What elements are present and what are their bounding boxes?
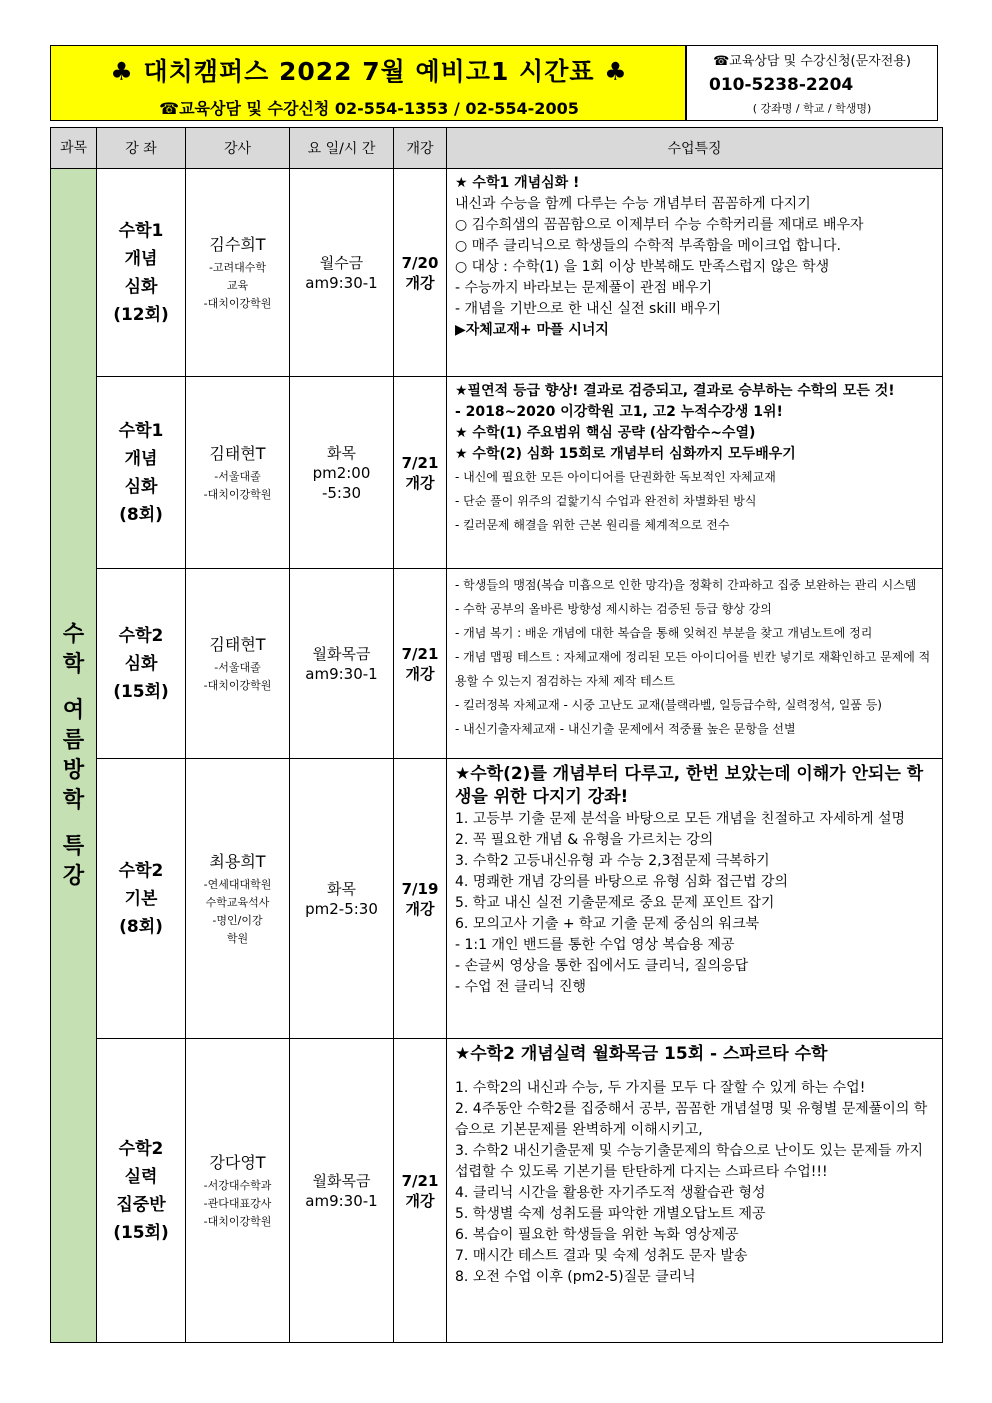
teacher-info: -서강대수학과 (203, 1179, 272, 1192)
teacher-info: -대치이강학원 (203, 488, 272, 501)
teacher-info: -대치이강학원 (203, 1215, 272, 1228)
subject-char: 수 (62, 621, 85, 647)
feature-line: - 1:1 개인 밴드를 통한 수업 영상 복습용 제공 (455, 937, 735, 953)
course-line: 수학2 (118, 1138, 164, 1159)
feature-line: 5. 학생별 숙제 성취도를 파악한 개별오답노트 제공 (455, 1206, 766, 1222)
features-cell (447, 1039, 943, 1343)
feature-line: 내신과 수능을 함께 다루는 수능 개념부터 꼼꼼하게 다지기 (455, 196, 811, 212)
features-cell (447, 377, 943, 569)
teacher-name: 김태현T (209, 635, 266, 654)
teacher-cell (186, 1039, 290, 1343)
time-line: 월화목금 (312, 1171, 371, 1190)
open-line: 개강 (405, 1191, 435, 1210)
course-cell (97, 377, 186, 569)
open-line: 개강 (405, 899, 435, 918)
feature-line: - 수능까지 바라보는 문제풀이 관점 배우기 (455, 280, 713, 296)
feature-line: - 개념 맵핑 테스트 : 자체교재에 정리된 모든 아이디어를 빈칸 넣기로 재확인하고 문제에 적용할 수 있는지 점검하는 자체 제작 테스트 (455, 650, 931, 688)
time-line: pm2:00 (312, 463, 371, 482)
feature-line (455, 1066, 934, 1078)
subject-char: 강 (62, 863, 85, 889)
course-cell (97, 169, 186, 377)
teacher-info: -서울대졸 (214, 470, 261, 483)
contact-phone[interactable]: 010-5238-2204 (709, 75, 854, 95)
course-line: 수학1 (118, 220, 164, 241)
teacher-info: -대치이강학원 (203, 297, 272, 310)
open-line: 7/20 (401, 253, 439, 272)
feature-line: 8. 오전 수업 이후 (pm2-5)질문 클리닉 (455, 1269, 696, 1285)
feature-line: - 수학 공부의 올바른 방향성 제시하는 검증된 등급 향상 강의 (455, 602, 772, 616)
open-line: 개강 (405, 273, 435, 292)
schedule-table (50, 127, 943, 1343)
feature-line: - 킬러정복 자체교재 - 시중 고난도 교재(블랙라벨, 일등급수학, 실력정석, 일품 등) (455, 698, 882, 712)
time-line: am9:30-1 (305, 1191, 378, 1210)
open-date-cell (394, 569, 447, 759)
open-date-cell (394, 377, 447, 569)
subject-char: 특 (62, 833, 85, 859)
subject-char: 방 (62, 757, 85, 783)
course-line: 수학1 (118, 420, 164, 441)
teacher-name: 강다영T (209, 1153, 266, 1172)
col-header-time: 요 일/시 간 (290, 128, 394, 169)
teacher-info: -연세대대학원 (203, 878, 272, 891)
teacher-info: -명인/이강 (212, 914, 263, 927)
course-line: 심화 (124, 653, 158, 674)
teacher-cell (186, 759, 290, 1039)
feature-line: ○ 매주 클리닉으로 학생들의 수학적 부족함을 메이크업 합니다. (455, 238, 841, 254)
time-line: 화목 (327, 443, 356, 462)
feature-line: - 단순 풀이 위주의 겉핥기식 수업과 완전히 차별화된 방식 (455, 494, 757, 508)
course-line: (8회) (119, 916, 163, 937)
feature-line: ★ 수학(2) 심화 15회로 개념부터 심화까지 모두배우기 (455, 446, 796, 462)
subject-char: 여 (62, 697, 85, 723)
feature-line: ★ 수학1 개념심화 ! (455, 175, 580, 191)
teacher-info: 수학교육석사 (205, 896, 270, 909)
course-line: (15회) (113, 1222, 169, 1243)
time-line: 월화목금 (312, 644, 371, 663)
time-cell (290, 759, 394, 1039)
contact-label: ☎교육상담 및 수강신청(문자전용) (713, 54, 911, 69)
course-line: 실력 (124, 1166, 158, 1187)
title-banner (50, 45, 686, 121)
teacher-name: 김태현T (209, 444, 266, 463)
feature-line: - 킬러문제 해결을 위한 근본 원리를 체계적으로 전수 (455, 518, 730, 532)
contact-note: ( 강좌명 / 학교 / 학생명) (752, 102, 872, 115)
open-date-cell (394, 1039, 447, 1343)
teacher-info: -고려대수학 (208, 261, 267, 274)
table-row (51, 759, 943, 1039)
features-cell (447, 169, 943, 377)
feature-line: 4. 명쾌한 개념 강의를 바탕으로 유형 심화 접근법 강의 (455, 874, 788, 890)
feature-line: - 학생들의 맹점(복습 미흡으로 인한 망각)을 정확히 간파하고 집중 보완하는 관리 시스템 (455, 578, 917, 592)
course-line: 수학2 (118, 860, 164, 881)
course-line: 심화 (124, 476, 158, 497)
course-line: 개념 (124, 248, 158, 269)
table-row (51, 569, 943, 759)
open-line: 개강 (405, 473, 435, 492)
feature-line: - 2018~2020 이강학원 고1, 고2 누적수강생 1위! (455, 404, 783, 420)
feature-line: - 개념 복기 : 배운 개념에 대한 복습을 통해 잊혀진 부분을 찾고 개념노트에 정리 (455, 626, 873, 640)
teacher-info: -관다대표강사 (203, 1197, 272, 1210)
time-cell (290, 1039, 394, 1343)
feature-line: - 내신기출자체교재 - 내신기출 문제에서 적중률 높은 문항을 선별 (455, 722, 796, 736)
course-line: (12회) (113, 304, 169, 325)
header (50, 42, 942, 124)
feature-line: ★ 수학(1) 주요범위 핵심 공략 (삼각함수~수열) (455, 425, 756, 441)
page-title: ♣ 대치캠퍼스 2022 7월 예비고1 시간표 ♣ (110, 57, 628, 86)
feature-line: 4. 클리닉 시간을 활용한 자기주도적 생활습관 형성 (455, 1185, 766, 1201)
open-line: 7/21 (401, 644, 439, 663)
course-line: 집중반 (116, 1194, 166, 1215)
features-cell (447, 569, 943, 759)
table-row (51, 377, 943, 569)
time-cell (290, 169, 394, 377)
subject-char (51, 816, 96, 832)
feature-line: 2. 꼭 필요한 개념 & 유형을 가르치는 강의 (455, 832, 714, 848)
feature-line: ★수학2 개념실력 월화목금 15회 - 스파르타 수학 (455, 1044, 828, 1064)
feature-line: 6. 복습이 필요한 학생들을 위한 녹화 영상제공 (455, 1227, 739, 1243)
feature-line: ★필연적 등급 향상! 결과로 검증되고, 결과로 승부하는 수학의 모든 것! (455, 383, 895, 399)
col-header-teacher: 강사 (186, 128, 290, 169)
phone-line: ☎교육상담 및 수강신청 02-554-1353 / 02-554-2005 (159, 99, 579, 118)
open-date-cell (394, 169, 447, 377)
open-date-cell (394, 759, 447, 1039)
feature-line: 5. 학교 내신 실전 기출문제로 중요 문제 포인트 잡기 (455, 895, 775, 911)
teacher-name: 김수희T (209, 235, 266, 254)
course-line: (15회) (113, 681, 169, 702)
teacher-cell (186, 569, 290, 759)
course-cell (97, 1039, 186, 1343)
subject-char (51, 680, 96, 696)
col-header-open: 개강 (394, 128, 447, 169)
feature-line: - 손글씨 영상을 통한 집에서도 클리닉, 질의응답 (455, 958, 749, 974)
features-cell (447, 759, 943, 1039)
col-header-subject: 과목 (51, 128, 97, 169)
feature-line: 7. 매시간 테스트 결과 및 숙제 성취도 문자 발송 (455, 1248, 748, 1264)
teacher-name: 최용희T (209, 852, 266, 871)
subject-char: 학 (62, 787, 85, 813)
feature-line: 1. 수학2의 내신과 수능, 두 가지를 모두 다 잘할 수 있게 하는 수업! (455, 1080, 866, 1096)
feature-line: ▶자체교재+ 마플 시너지 (455, 322, 609, 338)
feature-line: ★수학(2)를 개념부터 다루고, 한번 보았는데 이해가 안되는 학생을 위한 다지기 강좌! (455, 764, 924, 807)
col-header-features: 수업특징 (447, 128, 943, 169)
open-line: 7/19 (401, 879, 439, 898)
time-line: -5:30 (321, 483, 362, 502)
table-row (51, 1039, 943, 1343)
contact-box (686, 45, 938, 121)
course-line: 기본 (124, 888, 158, 909)
teacher-cell (186, 169, 290, 377)
feature-line: - 내신에 필요한 모든 아이디어를 단권화한 독보적인 자체교재 (455, 470, 776, 484)
teacher-info: -대치이강학원 (203, 679, 272, 692)
time-cell (290, 377, 394, 569)
teacher-info: 교육 (226, 279, 249, 292)
time-line: 월수금 (319, 253, 364, 272)
time-line: am9:30-1 (305, 273, 378, 292)
open-line: 개강 (405, 664, 435, 683)
subject-char: 학 (62, 651, 85, 677)
course-line: 수학2 (118, 625, 164, 646)
feature-line: 2. 4주동안 수학2를 집중해서 공부, 꼼꼼한 개념설명 및 유형별 문제풀이의 학습으로 기본문제를 완벽하게 이해시키고, (455, 1101, 928, 1138)
feature-line: 3. 수학2 내신기출문제 및 수능기출문제의 학습으로 난이도 있는 문제들 까지 섭렵할 수 있도록 기본기를 탄탄하게 다지는 스파르타 수업!!! (455, 1143, 924, 1180)
teacher-cell (186, 377, 290, 569)
feature-line: 1. 고등부 기출 문제 분석을 바탕으로 모든 개념을 친절하고 자세하게 설명 (455, 811, 906, 827)
feature-line: - 개념을 기반으로 한 내신 실전 skill 배우기 (455, 301, 722, 317)
table-row (51, 169, 943, 377)
feature-line: ○ 대상 : 수학(1) 을 1회 이상 반복해도 만족스럽지 않은 학생 (455, 259, 830, 275)
teacher-info: 학원 (226, 932, 249, 945)
time-line: 화목 (327, 879, 356, 898)
feature-line: ○ 김수희샘의 꼼꼼함으로 이제부터 수능 수학커리를 제대로 배우자 (455, 217, 864, 233)
time-line: am9:30-1 (305, 664, 378, 683)
feature-line: 6. 모의고사 기출 + 학교 기출 문제 중심의 워크북 (455, 916, 760, 932)
teacher-info: -서울대졸 (214, 661, 261, 674)
header-row (51, 128, 943, 169)
feature-line: - 수업 전 클리닉 진행 (455, 979, 587, 995)
course-cell (97, 759, 186, 1039)
col-header-course: 강 좌 (97, 128, 186, 169)
open-line: 7/21 (401, 1171, 439, 1190)
course-cell (97, 569, 186, 759)
time-cell (290, 569, 394, 759)
feature-line: 3. 수학2 고등내신유형 과 수능 2,3점문제 극복하기 (455, 853, 770, 869)
open-line: 7/21 (401, 453, 439, 472)
subject-char: 름 (62, 727, 85, 753)
time-line: pm2-5:30 (305, 899, 378, 918)
course-line: 개념 (124, 448, 158, 469)
course-line: (8회) (119, 504, 163, 525)
course-line: 심화 (124, 276, 158, 297)
subject-cell (51, 169, 97, 1343)
